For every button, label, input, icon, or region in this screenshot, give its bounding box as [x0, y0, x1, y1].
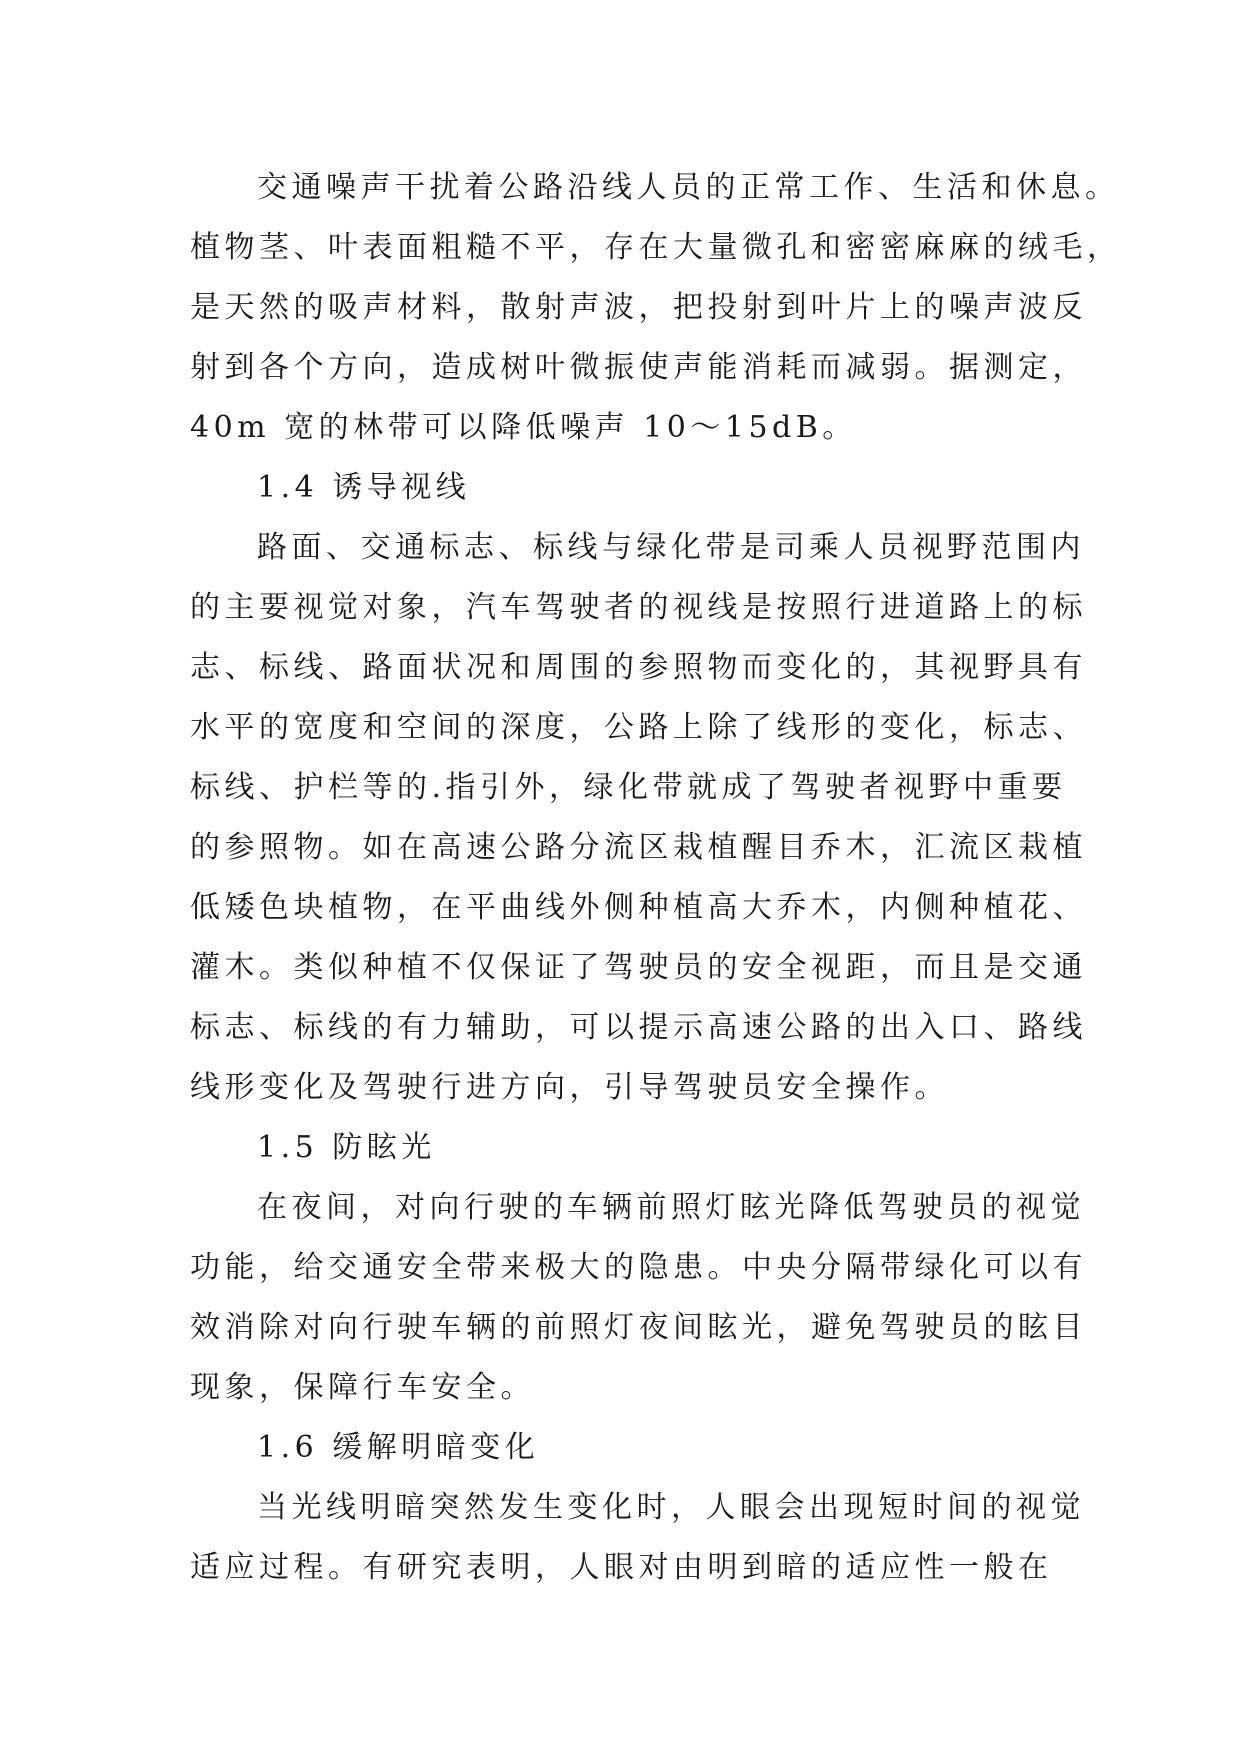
paragraph-line: 40m 宽的林带可以降低噪声 10～15dB。 — [190, 410, 857, 445]
section-heading: 1.6 缓解明暗变化 — [257, 1430, 540, 1465]
paragraph-line: 交通噪声干扰着公路沿线人员的正常工作、生活和休息。 — [257, 170, 1120, 205]
paragraph-line: 线形变化及驾驶行进方向，引导驾驶员安全操作。 — [190, 1070, 949, 1105]
paragraph-line: 是天然的吸声材料，散射声波，把投射到叶片上的噪声波反 — [190, 290, 1087, 325]
paragraph-line: 功能，给交通安全带来极大的隐患。中央分隔带绿化可以有 — [190, 1250, 1087, 1285]
paragraph-line: 效消除对向行驶车辆的前照灯夜间眩光，避免驾驶员的眩目 — [190, 1310, 1087, 1345]
paragraph-line: 标线、护栏等的.指引外，绿化带就成了驾驶者视野中重要 — [190, 770, 1067, 805]
paragraph-line: 路面、交通标志、标线与绿化带是司乘人员视野范围内 — [257, 530, 1085, 565]
paragraph-line: 现象，保障行车安全。 — [190, 1370, 535, 1405]
paragraph-line: 当光线明暗突然发生变化时，人眼会出现短时间的视觉 — [257, 1490, 1085, 1525]
paragraph-line: 灌木。类似种植不仅保证了驾驶员的安全视距，而且是交通 — [190, 950, 1087, 985]
section-heading: 1.5 防眩光 — [257, 1130, 436, 1165]
paragraph-line: 标志、标线的有力辅助，可以提示高速公路的出入口、路线 — [190, 1010, 1087, 1045]
paragraph-line: 在夜间，对向行驶的车辆前照灯眩光降低驾驶员的视觉 — [257, 1190, 1085, 1225]
paragraph-line: 的主要视觉对象，汽车驾驶者的视线是按照行进道路上的标 — [190, 590, 1087, 625]
paragraph-line: 适应过程。有研究表明，人眼对由明到暗的适应性一般在 — [190, 1550, 1053, 1585]
paragraph-line: 射到各个方向，造成树叶微振使声能消耗而减弱。据测定， — [190, 350, 1087, 385]
section-heading: 1.4 诱导视线 — [257, 470, 471, 505]
paragraph-line: 植物茎、叶表面粗糙不平，存在大量微孔和密密麻麻的绒毛， — [190, 230, 1122, 265]
paragraph-line: 志、标线、路面状况和周围的参照物而变化的，其视野具有 — [190, 650, 1087, 685]
paragraph-line: 水平的宽度和空间的深度，公路上除了线形的变化，标志、 — [190, 710, 1087, 745]
paragraph-line: 的参照物。如在高速公路分流区栽植醒目乔木，汇流区栽植 — [190, 830, 1087, 865]
paragraph-line: 低矮色块植物，在平曲线外侧种植高大乔木，内侧种植花、 — [190, 890, 1087, 925]
